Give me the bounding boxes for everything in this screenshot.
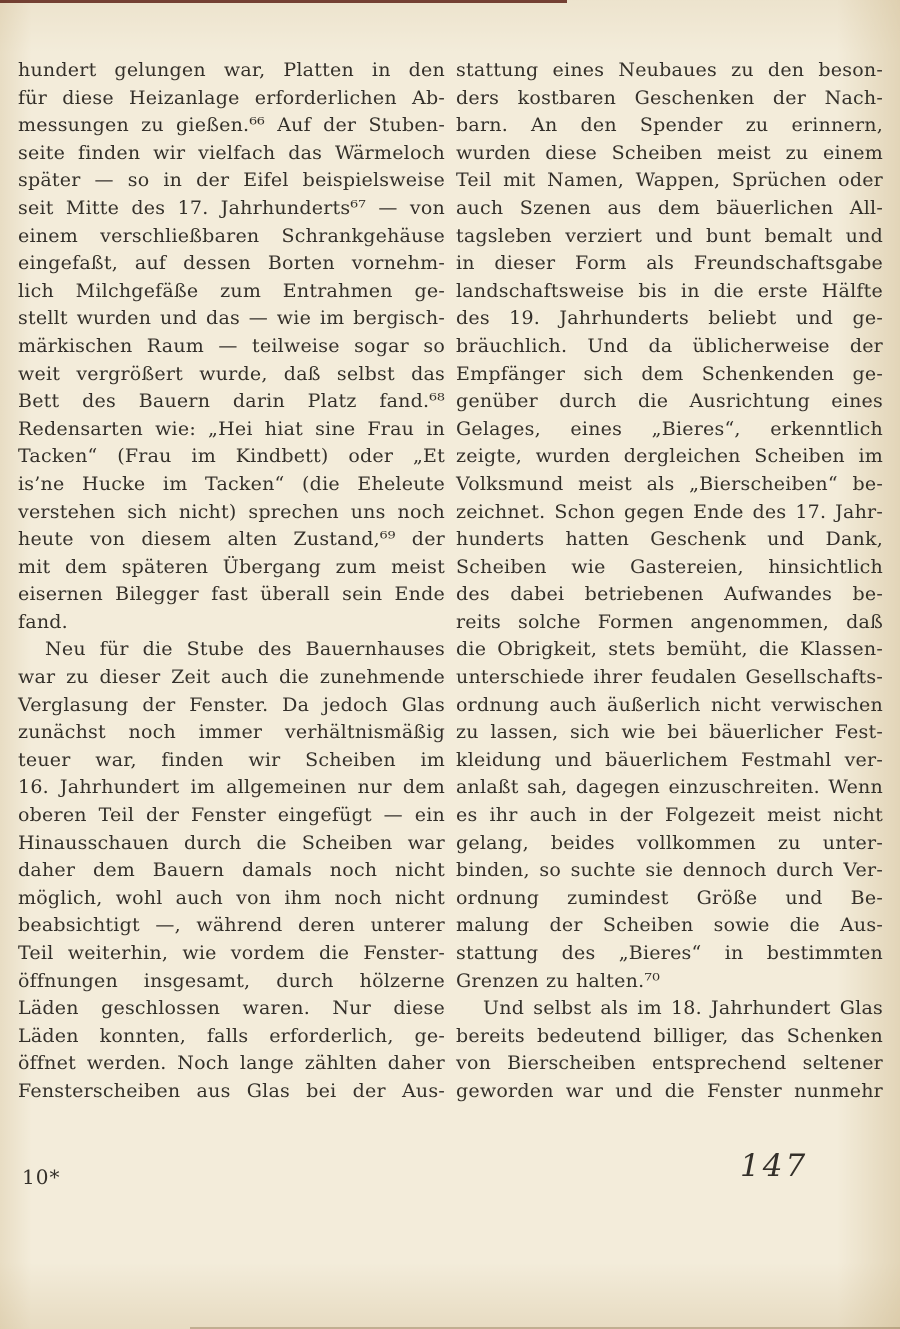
text-line: es ihr auch in der Folgezeit meist nicht	[456, 804, 883, 827]
text-line: eingefaßt, auf dessen Borten vornehm-	[18, 252, 445, 275]
text-line: geworden war und die Fenster nunmehr	[456, 1079, 883, 1102]
text-line: auch Szenen aus dem bäuerlichen All-	[456, 196, 883, 219]
text-line: landschaftsweise bis in die erste Hälfte	[456, 279, 883, 302]
text-line: gelang, beides vollkommen zu unter-	[456, 831, 883, 854]
paragraph	[456, 57, 883, 995]
text-line: lich Milchgefäße zum Entrahmen ge-	[18, 279, 445, 302]
paragraph	[456, 995, 883, 1105]
text-line: ordnung zumindest Größe und Be-	[456, 886, 883, 909]
text-line: 16. Jahrhundert im allgemeinen nur dem	[18, 776, 445, 799]
column-right	[456, 57, 883, 1106]
text-line: Tacken“ (Frau im Kindbett) oder „Et	[18, 445, 445, 468]
text-line: beabsichtigt —, während deren unterer	[18, 914, 445, 937]
text-line: messungen zu gießen.⁶⁶ Auf der Stuben-	[18, 114, 445, 137]
text-line: anlaßt sah, dagegen einzuschreiten. Wenn	[456, 776, 883, 799]
text-line: Läden konnten, falls erforderlich, ge-	[18, 1024, 445, 1047]
text-line: die Obrigkeit, stets bemüht, die Klassen-	[456, 638, 883, 661]
text-line: stattung des „Bieres“ in bestimmten	[456, 942, 883, 964]
text-line: genüber durch die Ausrichtung eines	[456, 390, 883, 413]
text-line: öffnungen insgesamt, durch hölzerne	[18, 969, 445, 992]
text-line: bereits bedeutend billiger, das Schenken	[456, 1024, 883, 1047]
text-line: zu lassen, sich wie bei bäuerlicher Fest-	[456, 721, 883, 744]
scan-edge-top-line	[0, 0, 567, 3]
text-line: unterschiede ihrer feudalen Gesellschafts-	[456, 666, 883, 689]
text-line: hunderts hatten Geschenk und Dank,	[456, 528, 883, 551]
text-line: seit Mitte des 17. Jahrhunderts⁶⁷ — von	[18, 196, 445, 219]
text-line: tagsleben verziert und bunt bemalt und	[456, 224, 883, 247]
text-line: Hinausschauen durch die Scheiben war	[18, 831, 445, 854]
text-line: Scheiben wie Gastereien, hinsichtlich	[456, 555, 883, 578]
text-line: barn. An den Spender zu erinnern,	[456, 114, 883, 137]
text-line: des dabei betriebenen Aufwandes be-	[456, 583, 883, 606]
text-line: is’ne Hucke im Tacken“ (die Eheleute	[18, 472, 445, 495]
text-line: Teil weiterhin, wie vordem die Fenster-	[18, 942, 445, 964]
text-line: kleidung und bäuerlichem Festmahl ver-	[456, 748, 883, 771]
signature-mark: 10*	[22, 1165, 61, 1189]
text-line: oberen Teil der Fenster eingefügt — ein	[18, 804, 445, 827]
page-number: 147	[740, 1148, 809, 1184]
text-line: in dieser Form als Freundschaftsgabe	[456, 252, 883, 275]
text-line: binden, so suchte sie dennoch durch Ver-	[456, 859, 883, 882]
column-left	[18, 57, 445, 1106]
text-line: Neu für die Stube des Bauernhauses	[45, 638, 445, 661]
text-line: Läden geschlossen waren. Nur diese	[18, 997, 445, 1020]
text-line: Gelages, eines „Bieres“, erkenntlich	[456, 417, 883, 440]
text-line: ordnung auch äußerlich nicht verwischen	[456, 693, 883, 716]
text-line: seite finden wir vielfach das Wärmeloch	[18, 141, 445, 164]
text-line: Und selbst als im 18. Jahrhundert Glas	[483, 997, 883, 1020]
text-line: stattung eines Neubaues zu den beson-	[456, 59, 883, 81]
text-line: heute von diesem alten Zustand,⁶⁹ der	[18, 528, 445, 551]
text-line: Grenzen zu halten.⁷⁰	[456, 969, 661, 992]
text-line: malung der Scheiben sowie die Aus-	[456, 914, 883, 937]
text-line: märkischen Raum — teilweise sogar so	[18, 334, 445, 357]
text-line: von Bierscheiben entsprechend seltener	[456, 1052, 883, 1075]
text-line: weit vergrößert wurde, daß selbst das	[18, 362, 445, 385]
text-line: ders kostbaren Geschenken der Nach-	[456, 86, 883, 109]
text-line: bräuchlich. Und da üblicherweise der	[456, 334, 883, 357]
text-line: Fensterscheiben aus Glas bei der Aus-	[18, 1079, 445, 1102]
text-line: verstehen sich nicht) sprechen uns noch	[18, 500, 445, 523]
paragraph	[18, 636, 445, 1105]
text-line: Teil mit Namen, Wappen, Sprüchen oder	[456, 169, 883, 192]
text-line: stellt wurden und das — wie im bergisch-	[18, 307, 445, 330]
text-line: war zu dieser Zeit auch die zunehmende	[18, 666, 445, 689]
text-line: fand.	[18, 610, 68, 633]
text-line: reits solche Formen angenommen, daß	[456, 610, 883, 633]
paragraph	[18, 57, 445, 636]
text-block	[18, 57, 883, 1106]
text-line: möglich, wohl auch von ihm noch nicht	[18, 886, 445, 909]
text-line: Volksmund meist als „Bierscheiben“ be-	[456, 472, 883, 495]
text-line: Bett des Bauern darin Platz fand.⁶⁸	[18, 390, 445, 413]
text-line: des 19. Jahrhunderts beliebt und ge-	[456, 307, 883, 330]
text-line: zeichnet. Schon gegen Ende des 17. Jahr-	[456, 500, 883, 523]
text-line: öffnet werden. Noch lange zählten daher	[18, 1052, 445, 1075]
text-line: einem verschließbaren Schrankgehäuse	[18, 224, 445, 247]
text-line: Redensarten wie: „Hei hiat sine Frau in	[18, 417, 445, 440]
text-line: zunächst noch immer verhältnismäßig	[18, 721, 445, 744]
text-line: später — so in der Eifel beispielsweise	[18, 169, 445, 192]
text-line: mit dem späteren Übergang zum meist	[18, 555, 445, 578]
text-line: zeigte, wurden dergleichen Scheiben im	[456, 445, 883, 468]
text-line: hundert gelungen war, Platten in den	[18, 59, 445, 81]
text-line: daher dem Bauern damals noch nicht	[18, 859, 445, 882]
text-line: für diese Heizanlage erforderlichen Ab-	[18, 86, 445, 109]
text-line: wurden diese Scheiben meist zu einem	[456, 141, 883, 164]
text-line: teuer war, finden wir Scheiben im	[18, 748, 445, 771]
text-line: Verglasung der Fenster. Da jedoch Glas	[18, 693, 445, 716]
text-line: Empfänger sich dem Schenkenden ge-	[456, 362, 883, 385]
text-line: eisernen Bilegger fast überall sein Ende	[18, 583, 445, 606]
